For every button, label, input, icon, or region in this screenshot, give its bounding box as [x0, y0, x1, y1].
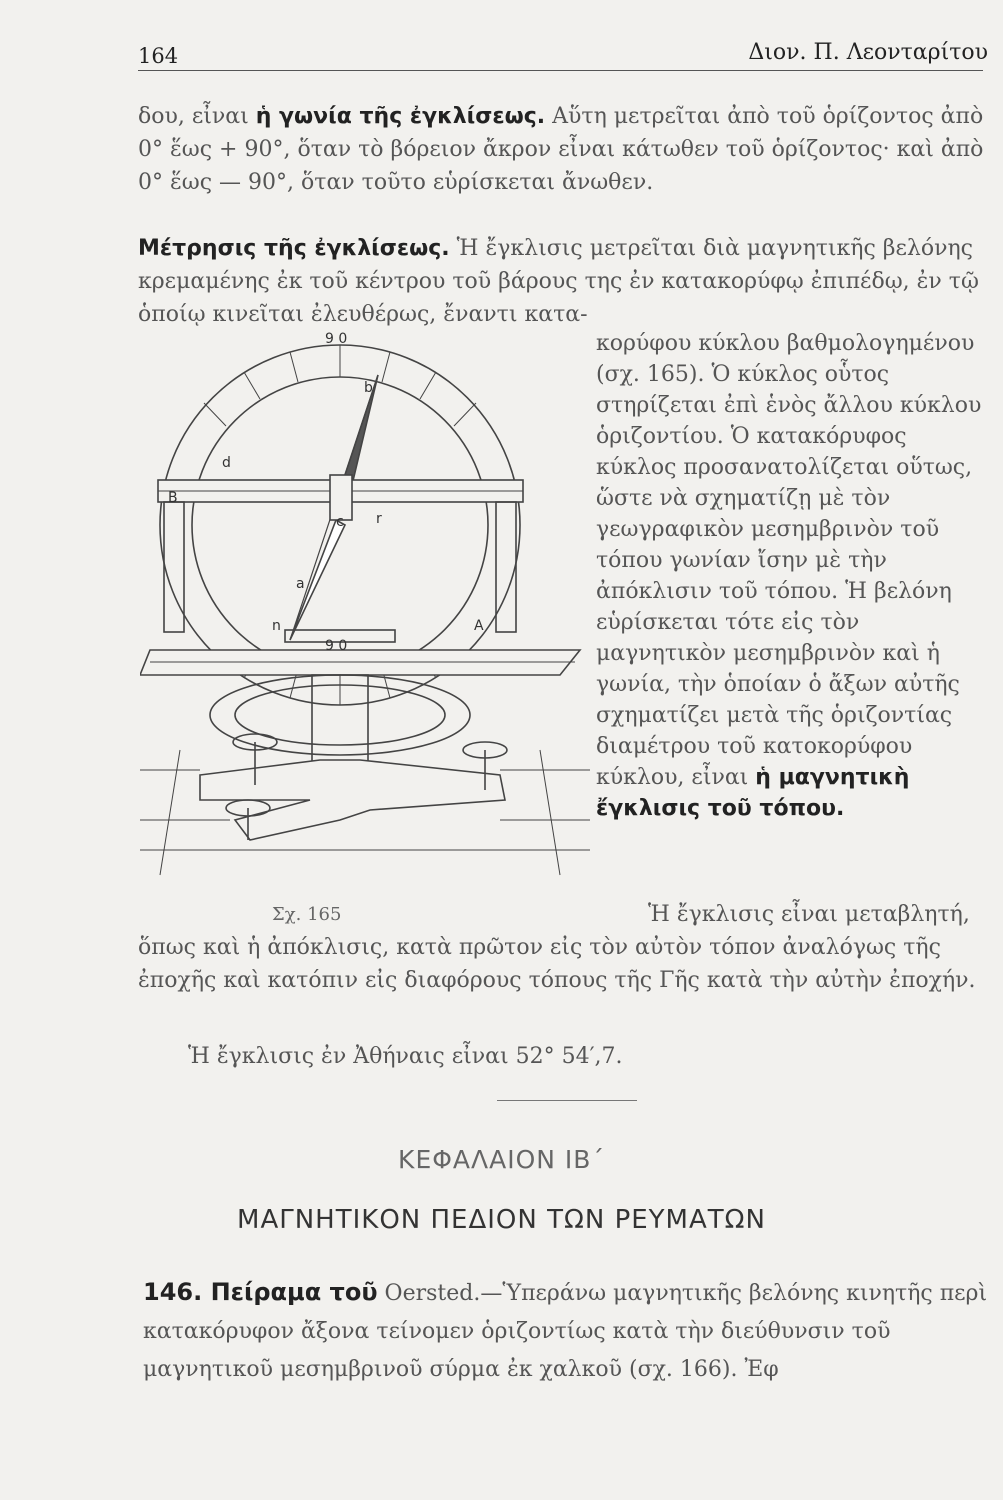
- intro-rest: Αὕτη μετρεῖται ἀπὸ τοῦ ὁρίζοντος ἀπὸ 0° ἕως + 90°, ὅταν τὸ βόρειον ἄκρον εἶναι κάτωθεν τοῦ ὁρίζοντος· καὶ ἀπὸ 0° ἕως — 90°, ὅταν τοῦτο εὑρίσκεται ἄνωθεν.: [138, 104, 984, 195]
- label-c: c: [336, 514, 344, 530]
- label-B: B: [168, 490, 178, 506]
- figure-165: [140, 330, 590, 885]
- label-r: r: [376, 511, 382, 527]
- magnetic-inclination-term: ἡ μαγνητικὴ ἔγκλισις τοῦ τόπου.: [596, 765, 910, 821]
- label-b: b: [364, 380, 373, 396]
- label-bottom-90: 9 0: [325, 638, 348, 654]
- athens-paragraph: Ἡ ἔγκλισις ἐν Ἀθήναις εἶναι 52° 54′,7.: [188, 1044, 623, 1069]
- label-d: d: [222, 455, 231, 471]
- measure-text: Ἡ ἔγκλισις μετρεῖται διὰ μαγνητικῆς βελόνης κρεμαμένης ἐκ τοῦ κέντρου τοῦ βάρους της ἐν κατακορύφῳ ἐπιπέδῳ, ἐν τῷ ὁποίῳ κινεῖται ἐλευθέρως, ἔναντι κατα-: [138, 236, 979, 327]
- measure-heading: Μέτρησις τῆς ἐγκλίσεως.: [138, 236, 450, 261]
- chapter-label: ΚΕΦΑΛΑΙΟΝ ΙΒ΄: [398, 1145, 605, 1174]
- section-name: Oersted.: [377, 1281, 481, 1306]
- page-number: 164: [138, 44, 179, 68]
- label-a: a: [296, 576, 305, 592]
- chapter-title: ΜΑΓΝΗΤΙΚΟΝ ΠΕΔΙΟΝ ΤΩΝ ΡΕΥΜΑΤΩΝ: [237, 1205, 766, 1235]
- column-paragraph: [596, 328, 991, 824]
- running-head: Διον. Π. Λεονταρίτου: [748, 40, 988, 65]
- header-rule: [138, 70, 983, 71]
- column-text: κορύφου κύκλου βαθμολογημένου (σχ. 165). Ὁ κύκλος οὗτος στηρίζεται ἐπὶ ἑνὸς ἄλλου κύκλου ὁριζοντίου. Ὁ κατακόρυφος κύκλος προσανατολίζεται οὕτως, ὥστε νὰ σχηματίζῃ μὲ τὸν γεωγραφικὸν μεσημβρινὸν τοῦ τόπου γωνίαν ἴσην μὲ τὴν ἀπόκλισιν τοῦ τόπου. Ἡ βελόνη εὑρίσκεται τότε εἰς τὸν μαγνητικὸν μεσημβρινὸν καὶ ἡ γωνία, τὴν ὁποίαν ὁ ἄξων αὐτῆς σχηματίζει μετὰ τῆς ὁριζοντίας διαμέτρου τοῦ κατοκορύφου κύκλου, εἶναι: [596, 331, 982, 790]
- section-146: [143, 1273, 988, 1389]
- inclination-compass-illustration: [140, 330, 590, 885]
- intro-paragraph: [138, 100, 988, 199]
- variation-paragraph: Ἡ ἔγκλισις εἶναι μεταβλητή, ὅπως καὶ ἡ ἀπόκλισις, κατὰ πρῶτον εἰς τὸν αὐτὸν τόπον ἀναλόγως τῆς ἐποχῆς καὶ κατόπιν εἰς διαφόρους τόπους τῆς Γῆς κατὰ τὴν αὐτὴν ἐποχήν.: [138, 902, 976, 993]
- figure-caption: Σχ. 165: [272, 904, 342, 925]
- section-divider: [497, 1100, 637, 1101]
- label-n: n: [272, 618, 281, 634]
- inclination-angle-term: ἡ γωνία τῆς ἐγκλίσεως.: [255, 104, 546, 129]
- section-text: —Ὑπεράνω μαγνητικῆς βελόνης κινητῆς περὶ κατακόρυφον ἄξονα τείνομεν ὁριζοντίως κατὰ τὴν διεύθυνσιν τοῦ μαγνητικοῦ μεσημβρινοῦ σύρμα ἐκ χαλκοῦ (σχ. 166). Ἐφ: [143, 1281, 988, 1382]
- intro-text: δου, εἶναι: [138, 104, 256, 129]
- measure-paragraph: [138, 232, 988, 331]
- section-heading: 146. Πείραμα τοῦ: [143, 1278, 378, 1306]
- label-A: A: [474, 618, 484, 634]
- label-top-90: 9 0: [325, 331, 348, 347]
